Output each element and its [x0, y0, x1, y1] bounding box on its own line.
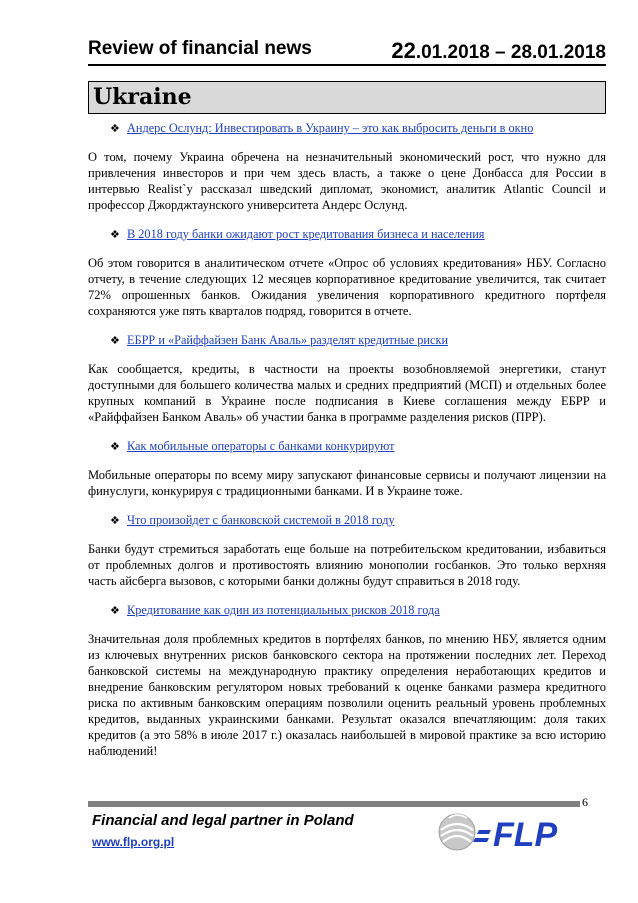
header-date-rest: .01.2018 – 28.01.2018: [415, 42, 606, 63]
flp-logo-icon: [433, 808, 593, 856]
article-body: Как сообщается, кредиты, в частности на проекты возобновляемой энергетики, станут доступными для большего количества малых и средних предприятий (МСП) и отдельных более крупных компаний в Украине после подписания в Киеве соглашения между ЕБРР и «Райффайзен Банком Аваль» об участии банка в программе разделения рисков (ПРР).: [88, 362, 606, 424]
article-headline: [88, 511, 606, 529]
article-body: Значительная доля проблемных кредитов в портфелях банков, по мнению НБУ, является одним из ключевых внутренних рисков банковского сектора на протяжении последних лет. Переход банковской системы на международную практику определения неработающих кредитов и внедрение банковским регулятором новых требований к оценке банками размера кредитного риска по активным банковским операциям позволили оценить реальный уровень проблемных кредитов, выданных украинскими банками. Результат оказался впечатляющим: доля таких кредитов (а это 58% в июле 2017 г.) оказалась наибольшей в мировой практике за всю историю наблюдений!: [88, 632, 606, 758]
article-list: [88, 119, 606, 759]
footer-website-link[interactable]: www.flp.org.pl: [92, 835, 175, 849]
diamond-bullet-icon: ❖: [110, 515, 120, 527]
logo-speed-stripes: [473, 830, 491, 842]
article-link[interactable]: Как мобильные операторы с банками конкурируют: [127, 439, 395, 453]
article-headline: [88, 437, 606, 455]
article-item: [88, 437, 606, 499]
header-date-day: 22: [391, 38, 416, 63]
article-body: Мобильные операторы по всему миру запускают финансовые сервисы и получают лицензии на финуслуги, конкурируя с традиционными банками. И в Украине тоже.: [88, 468, 606, 498]
diamond-bullet-icon: ❖: [110, 605, 120, 617]
article-item: [88, 331, 606, 425]
article-headline: [88, 225, 606, 243]
article-item: [88, 225, 606, 319]
page-number: 6: [582, 795, 588, 809]
article-link[interactable]: Что произойдет с банковской системой в 2018 году: [127, 513, 395, 527]
section-title: Ukraine: [93, 84, 192, 110]
article-body: Банки будут стремиться заработать еще больше на потребительском кредитовании, избавиться от проблемных долгов и противостоять влиянию монополии госбанков. Это только верхняя часть айсберга вызовов, с которыми банки должны будут справиться в 2018 году.: [88, 542, 606, 588]
page-header: [88, 38, 606, 66]
article-item: [88, 511, 606, 589]
globe-emblem-icon: [439, 814, 475, 850]
article-link[interactable]: ЕБРР и «Райффайзен Банк Аваль» разделят кредитные риски: [127, 333, 449, 347]
diamond-bullet-icon: ❖: [110, 441, 120, 453]
article-body: Об этом говорится в аналитическом отчете «Опрос об условиях кредитования» НБУ. Согласно отчету, в течение следующих 12 месяцев корпоративное кредитование увеличится, так считает 72% опрошенных банков. Ожидания увеличения корпоративного кредитного портфеля сохраняются уже пять кварталов подряд, говорится в отчете.: [88, 256, 606, 318]
article-link[interactable]: В 2018 году банки ожидают рост кредитования бизнеса и населения: [127, 227, 485, 241]
article-link[interactable]: Андерс Ослунд: Инвестировать в Украину – это как выбросить деньги в окно: [127, 121, 534, 135]
article-link[interactable]: Кредитование как один из потенциальных рисков 2018 года: [127, 603, 440, 617]
footer-title: Financial and legal partner in Poland: [92, 812, 354, 829]
footer-rule: [88, 801, 580, 807]
header-rule: [88, 64, 606, 66]
header-title: Review of financial news: [88, 38, 312, 59]
article-body: О том, почему Украина обречена на незначительный экономический рост, что нужно для привлечения инвесторов и при чем здесь власть, а также о цене Донбасса для России в интервью Realist`у рассказал шведский дипломат, экономист, аналитик Atlantic Council и профессор Джорджтаунского университета Андерс Ослунд.: [88, 150, 606, 212]
logo-wordmark: FLP: [493, 816, 558, 854]
section-title-box: [88, 81, 606, 114]
header-date-range: [391, 38, 606, 64]
article-headline: [88, 119, 606, 137]
article-headline: [88, 331, 606, 349]
diamond-bullet-icon: ❖: [110, 123, 120, 135]
article-headline: [88, 601, 606, 619]
diamond-bullet-icon: ❖: [110, 229, 120, 241]
diamond-bullet-icon: ❖: [110, 335, 120, 347]
article-item: [88, 601, 606, 759]
article-item: [88, 119, 606, 213]
